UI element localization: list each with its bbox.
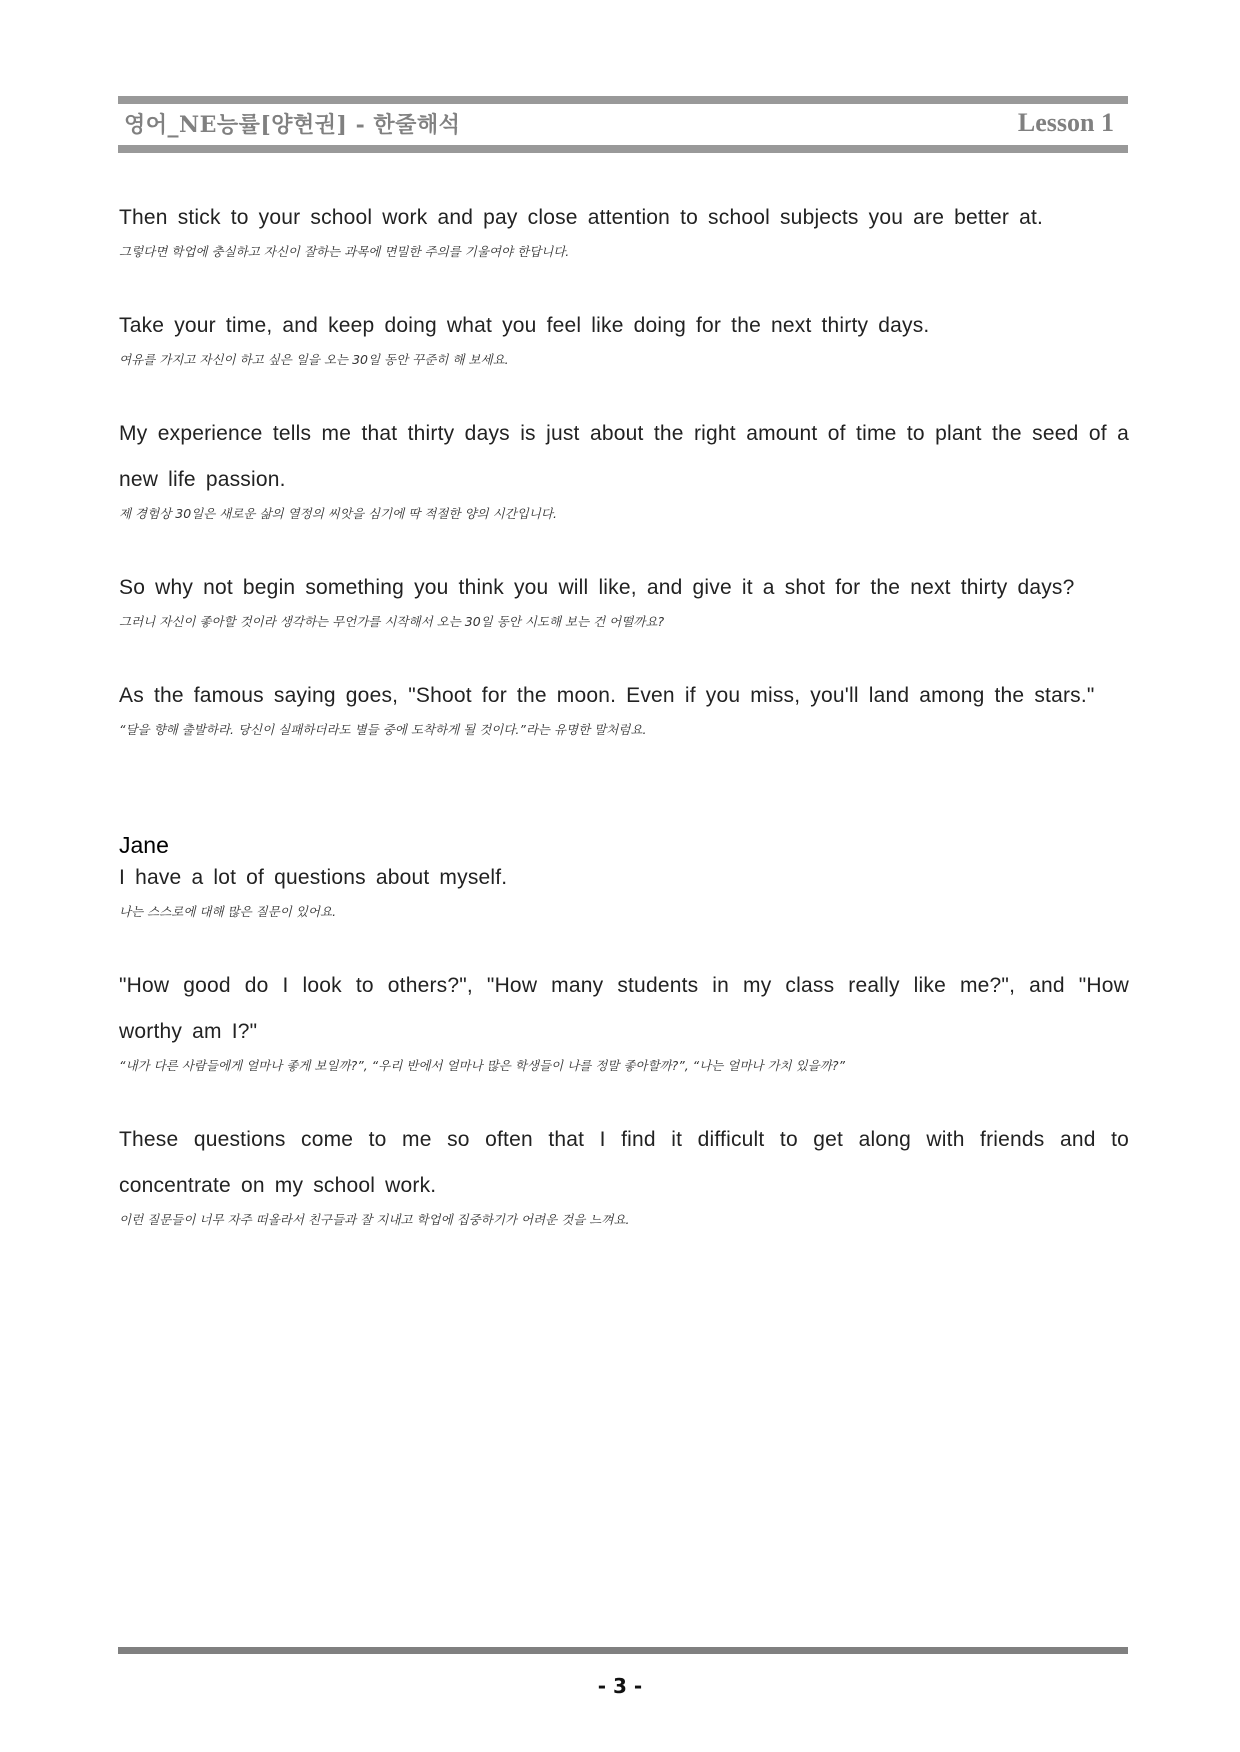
header-lesson-label: Lesson 1	[1017, 108, 1114, 137]
header-bottom-rule	[118, 145, 1128, 153]
english-sentence: As the famous saying goes, "Shoot for the moon. Even if you miss, you'll land among the stars."	[119, 684, 1095, 707]
korean-translation: 그렇다면 학업에 충실하고 자신이 잘하는 과목에 면밀한 주의를 기울여야 한답니다.	[119, 244, 570, 259]
sentence-block	[119, 1117, 1129, 1231]
speaker-name: Jane	[119, 832, 169, 858]
header-top-rule	[118, 96, 1128, 104]
korean-translation: 제 경험상 30일은 새로운 삶의 열정의 씨앗을 심기에 딱 적절한 양의 시간입니다.	[119, 506, 557, 521]
sentence-block	[119, 855, 1129, 923]
content-body	[119, 195, 1129, 1231]
sentence-block	[119, 673, 1129, 741]
english-sentence: So why not begin something you think you will like, and give it a shot for the next thirty days?	[119, 576, 1075, 599]
korean-translation: 여유를 가지고 자신이 하고 싶은 일을 오는 30일 동안 꾸준히 해 보세요.	[119, 352, 509, 367]
sentence-block	[119, 195, 1129, 263]
korean-translation: 이런 질문들이 너무 자주 떠올라서 친구들과 잘 지내고 학업에 집중하기가 어려운 것을 느껴요.	[119, 1212, 630, 1227]
korean-translation: 그러니 자신이 좋아할 것이라 생각하는 무언가를 시작해서 오는 30일 동안 시도해 보는 건 어떨까요?	[119, 614, 665, 629]
sentence-block	[119, 411, 1129, 525]
english-sentence: Take your time, and keep doing what you feel like doing for the next thirty days.	[119, 314, 930, 337]
page-number: - 3 -	[597, 1674, 643, 1698]
english-sentence: "How good do I look to others?", "How many students in my class really like me?", and "How worthy am I?"	[119, 974, 1129, 1043]
footer-rule	[118, 1647, 1128, 1654]
english-sentence: Then stick to your school work and pay close attention to school subjects you are better at.	[119, 206, 1044, 229]
sentence-block	[119, 963, 1129, 1077]
sentence-block	[119, 303, 1129, 371]
english-sentence: These questions come to me so often that I find it difficult to get along with friends and to concentrate on my school work.	[119, 1128, 1129, 1197]
sentence-block	[119, 565, 1129, 633]
english-sentence: I have a lot of questions about myself.	[119, 866, 508, 889]
header-title: 영어_NE능률[양현권] - 한줄해석	[124, 112, 461, 138]
english-sentence: My experience tells me that thirty days is just about the right amount of time to plant the seed of a new life passion.	[119, 422, 1129, 491]
korean-translation: 나는 스스로에 대해 많은 질문이 있어요.	[119, 904, 337, 919]
korean-translation: “달을 향해 출발하라. 당신이 실패하더라도 별들 중에 도착하게 될 것이다.”라는 유명한 말처럼요.	[119, 722, 647, 737]
korean-translation: “내가 다른 사람들에게 얼마나 좋게 보일까?”, “우리 반에서 얼마나 많은 학생들이 나를 정말 좋아할까?”, “나는 얼마나 가치 있을까?”	[119, 1058, 845, 1073]
